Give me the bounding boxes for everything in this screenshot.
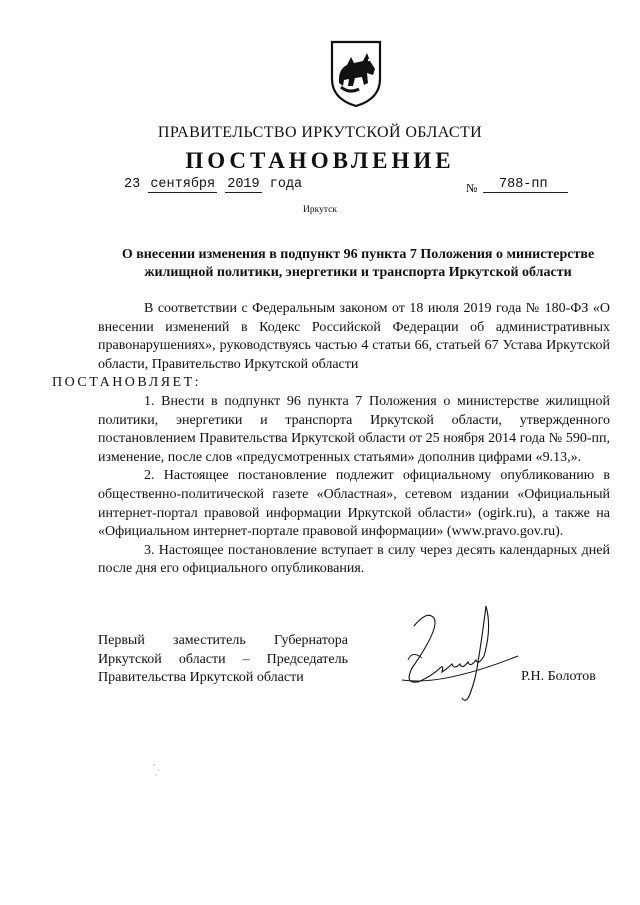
item-2-paragraph: 2. Настоящее постановление подлежит официальному опубликованию в общественно-политической газете «Областная», сетевом издании «Официальный интернет-портал правовой информации Иркутской области» (ogirk.ru), а также на «Официальном интернет-портале правовой информации» (www.pravo.gov.ru).: [98, 468, 610, 540]
city-name: Иркутск: [303, 205, 337, 215]
item-1-paragraph: 1. Внести в подпункт 96 пункта 7 Положения о министерстве жилищной политики, энергетики и транспорта Иркутской области, утвержденного постановлением Правительства Иркутской области от 25 ноября 2014 года № 590-пп, изменение, после слов «предусмотренных статьями» дополнив цифрами «9.13,».: [98, 393, 610, 465]
position-line: Первый заместитель Губернатора: [98, 633, 348, 648]
coat-of-arms-icon: [329, 39, 383, 109]
scan-speck: [150, 760, 170, 780]
preamble-paragraph: [52, 300, 610, 393]
position-line: Правительства Иркутской области: [98, 670, 304, 686]
resolves-word: ПОСТАНОВЛЯЕТ:: [52, 375, 202, 391]
handwritten-signature: [382, 598, 522, 718]
organization-name: ПРАВИТЕЛЬСТВО ИРКУТСКОЙ ОБЛАСТИ: [157, 124, 483, 141]
item-3-paragraph: 3. Настоящее постановление вступает в силу через десять календарных дней после дня его официального опубликования.: [98, 542, 610, 577]
date-suffix: года: [269, 177, 303, 192]
number-sign: №: [466, 181, 478, 195]
document-title: [98, 246, 618, 282]
position-line: Иркутской области – Председатель: [98, 651, 348, 667]
preamble-text: В соответствии с Федеральным законом от 18 июля 2019 года № 180-ФЗ «О внесении изменений в Кодекс Российской Федерации об административных правонарушениях», руководствуясь частью 4 статьи 66, статьей 67 Устава Иркутской области, Правительство Иркутской области: [98, 301, 610, 372]
date-day: 23: [124, 177, 141, 192]
document-type: ПОСТАНОВЛЕНИЕ: [185, 148, 455, 173]
signatory-position: [98, 632, 348, 688]
document-number: 788-пп: [483, 177, 568, 193]
date-month: сентября: [150, 177, 216, 192]
title-line: О внесении изменения в подпункт 96 пункта 7 Положения о министерстве: [121, 247, 595, 262]
date-year: 2019: [227, 177, 260, 192]
document-date: [124, 177, 302, 192]
signatory-name: Р.Н. Болотов: [521, 669, 596, 684]
document-body: [52, 300, 610, 579]
title-line: жилищной политики, энергетики и транспорта Иркутской области: [144, 265, 572, 280]
